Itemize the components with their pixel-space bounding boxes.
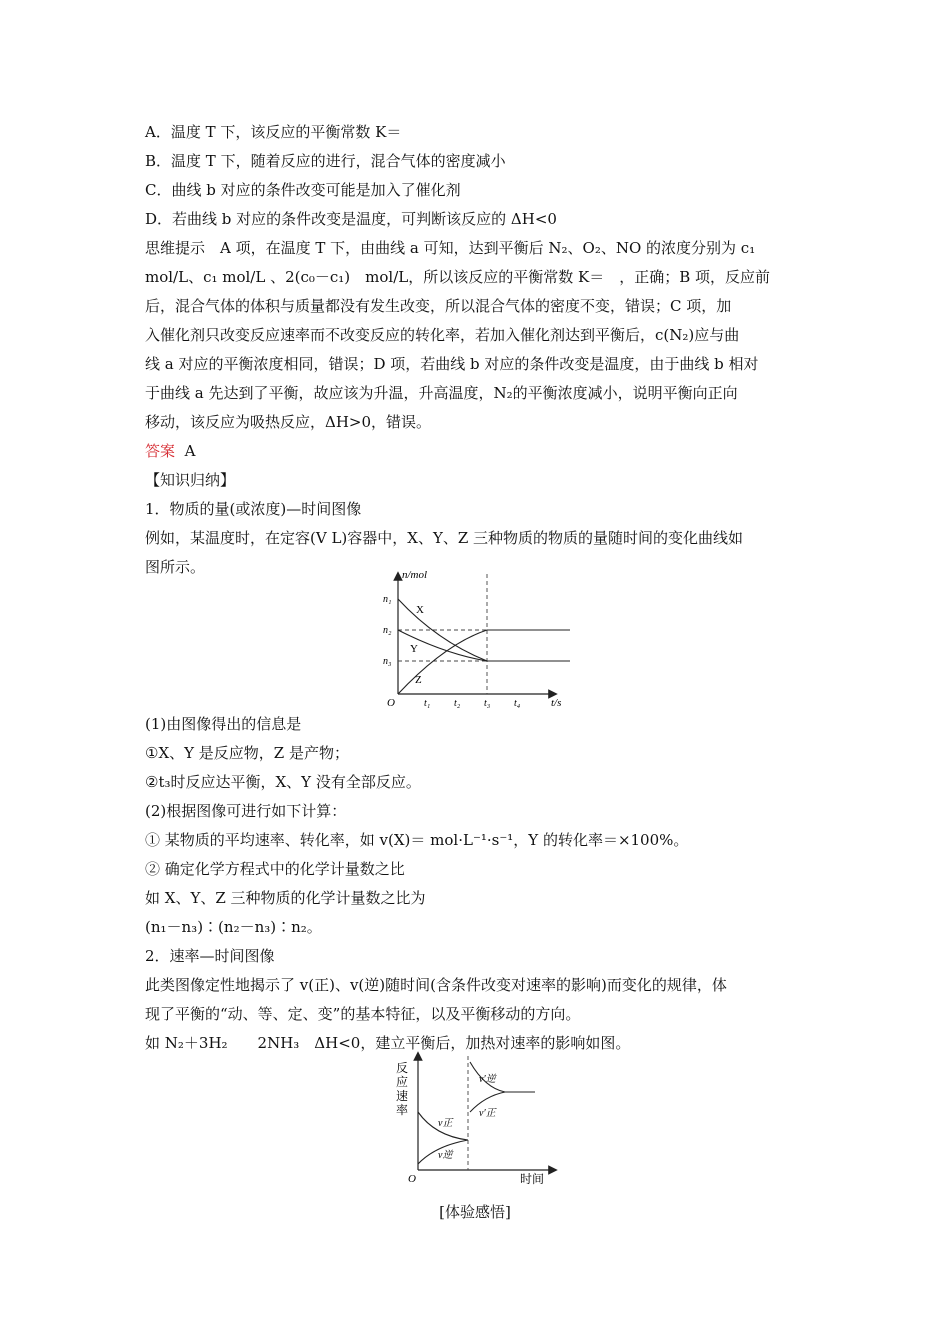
rate-time-diagram	[390, 1050, 560, 1190]
y-axis-label-char: 反	[396, 1061, 409, 1075]
analysis-line: 于曲线 a 先达到了平衡，故应该为升温，升高温度，N₂的平衡浓度减小，说明平衡向正向	[145, 384, 738, 402]
x-tick-label: t₂	[454, 698, 461, 709]
y-axis-label: n/mol	[402, 569, 428, 581]
section1-intro: 图所示。	[145, 558, 206, 576]
origin-label: O	[408, 1173, 416, 1185]
option-b: B．温度 T 下，随着反应的进行，混合气体的密度减小	[145, 152, 506, 170]
analysis-line: 后，混合气体的体积与质量都没有发生改变，所以混合气体的密度不变，错误；C 项，加	[145, 297, 732, 315]
y-tick-label: n₃	[383, 656, 392, 667]
option-c: C．曲线 b 对应的条件改变可能是加入了催化剂	[145, 181, 461, 199]
section1-intro: 例如，某温度时，在定容(V L)容器中，X、Y、Z 三种物质的物质的量随时间的变化曲线如	[145, 529, 744, 547]
curve-z	[398, 630, 570, 694]
curve-x-label: X	[416, 604, 424, 616]
analysis-line: 入催化剂只改变反应速率而不改变反应的转化率，若加入催化剂达到平衡后，c(N₂)应与曲	[145, 326, 740, 344]
info-line: ② 确定化学方程式中的化学计量数之比	[145, 860, 405, 878]
amount-time-diagram	[375, 566, 585, 716]
y-axis-label-char: 速	[396, 1089, 409, 1103]
info-line: ②t₃时反应达平衡，X、Y 没有全部反应。	[145, 773, 421, 791]
label-v-reverse-new: v′逆	[479, 1074, 496, 1085]
analysis-line: mol/L、c₁ mol/L 、2(c₀－c₁) mol/L，所以该反应的平衡常数 K＝ ，正确；B 项，反应前	[145, 268, 770, 286]
section2-text: 现了平衡的“动、等、定、变”的基本特征，以及平衡移动的方向。	[145, 1005, 581, 1023]
answer-line	[145, 441, 815, 461]
caption: [体验感悟]	[439, 1203, 511, 1221]
y-tick-label: n₂	[383, 625, 392, 636]
info-line: (2)根据图像可进行如下计算：	[145, 802, 347, 820]
curve-z-label: Z	[415, 674, 422, 686]
info-line: (1)由图像得出的信息是	[145, 715, 302, 733]
section1-heading: 1．物质的量(或浓度)—时间图像	[145, 500, 362, 518]
option-a: A．温度 T 下，该反应的平衡常数 K＝	[145, 123, 402, 141]
y-axis-label-char: 应	[396, 1075, 409, 1089]
analysis-line: 移动，该反应为吸热反应，ΔH>0，错误。	[145, 413, 432, 431]
label-v-reverse: v逆	[438, 1150, 453, 1161]
label-v-forward-new: v′正	[479, 1108, 496, 1119]
answer-label: 答案	[145, 442, 176, 460]
info-line: 如 X、Y、Z 三种物质的化学计量数之比为	[145, 889, 426, 907]
section2-text: 此类图像定性地揭示了 v(正)、v(逆)随时间(含条件改变对速率的影响)而变化的规律，体	[145, 976, 727, 994]
x-axis-label: t/s	[551, 697, 562, 709]
option-d: D．若曲线 b 对应的条件改变是温度，可判断该反应的 ΔH<0	[145, 210, 557, 228]
curve-y-label: Y	[410, 643, 418, 655]
x-axis-label: 时间	[520, 1172, 545, 1186]
section2-text: 如 N₂＋3H₂ 2NH₃ ΔH<0，建立平衡后，加热对速率的影响如图。	[145, 1034, 631, 1052]
analysis-line: 思维提示 A 项，在温度 T 下，由曲线 a 可知，达到平衡后 N₂、O₂、NO 的浓度分别为 c₁	[145, 239, 756, 257]
info-line: ① 某物质的平均速率、转化率，如 v(X)＝ mol·L⁻¹·s⁻¹，Y 的转化率＝×100%。	[145, 831, 689, 849]
origin-label: O	[387, 697, 395, 709]
x-tick-label: t₄	[514, 698, 521, 709]
knowledge-title: 【知识归纳】	[145, 471, 236, 489]
x-tick-label: t₁	[424, 698, 431, 709]
y-tick-label: n₁	[383, 594, 392, 605]
info-line: (n₁－n₃)∶(n₂－n₃)∶n₂。	[145, 918, 322, 936]
y-axis-label-char: 率	[396, 1103, 409, 1117]
x-tick-label: t₃	[484, 698, 491, 709]
section2-heading: 2．速率—时间图像	[145, 947, 275, 965]
info-line: ①X、Y 是反应物，Z 是产物；	[145, 744, 349, 762]
label-v-forward: v正	[438, 1118, 453, 1129]
analysis-line: 线 a 对应的平衡浓度相同，错误；D 项，若曲线 b 对应的条件改变是温度，由于曲线 b 相对	[145, 355, 759, 373]
answer-value: A	[184, 442, 196, 460]
